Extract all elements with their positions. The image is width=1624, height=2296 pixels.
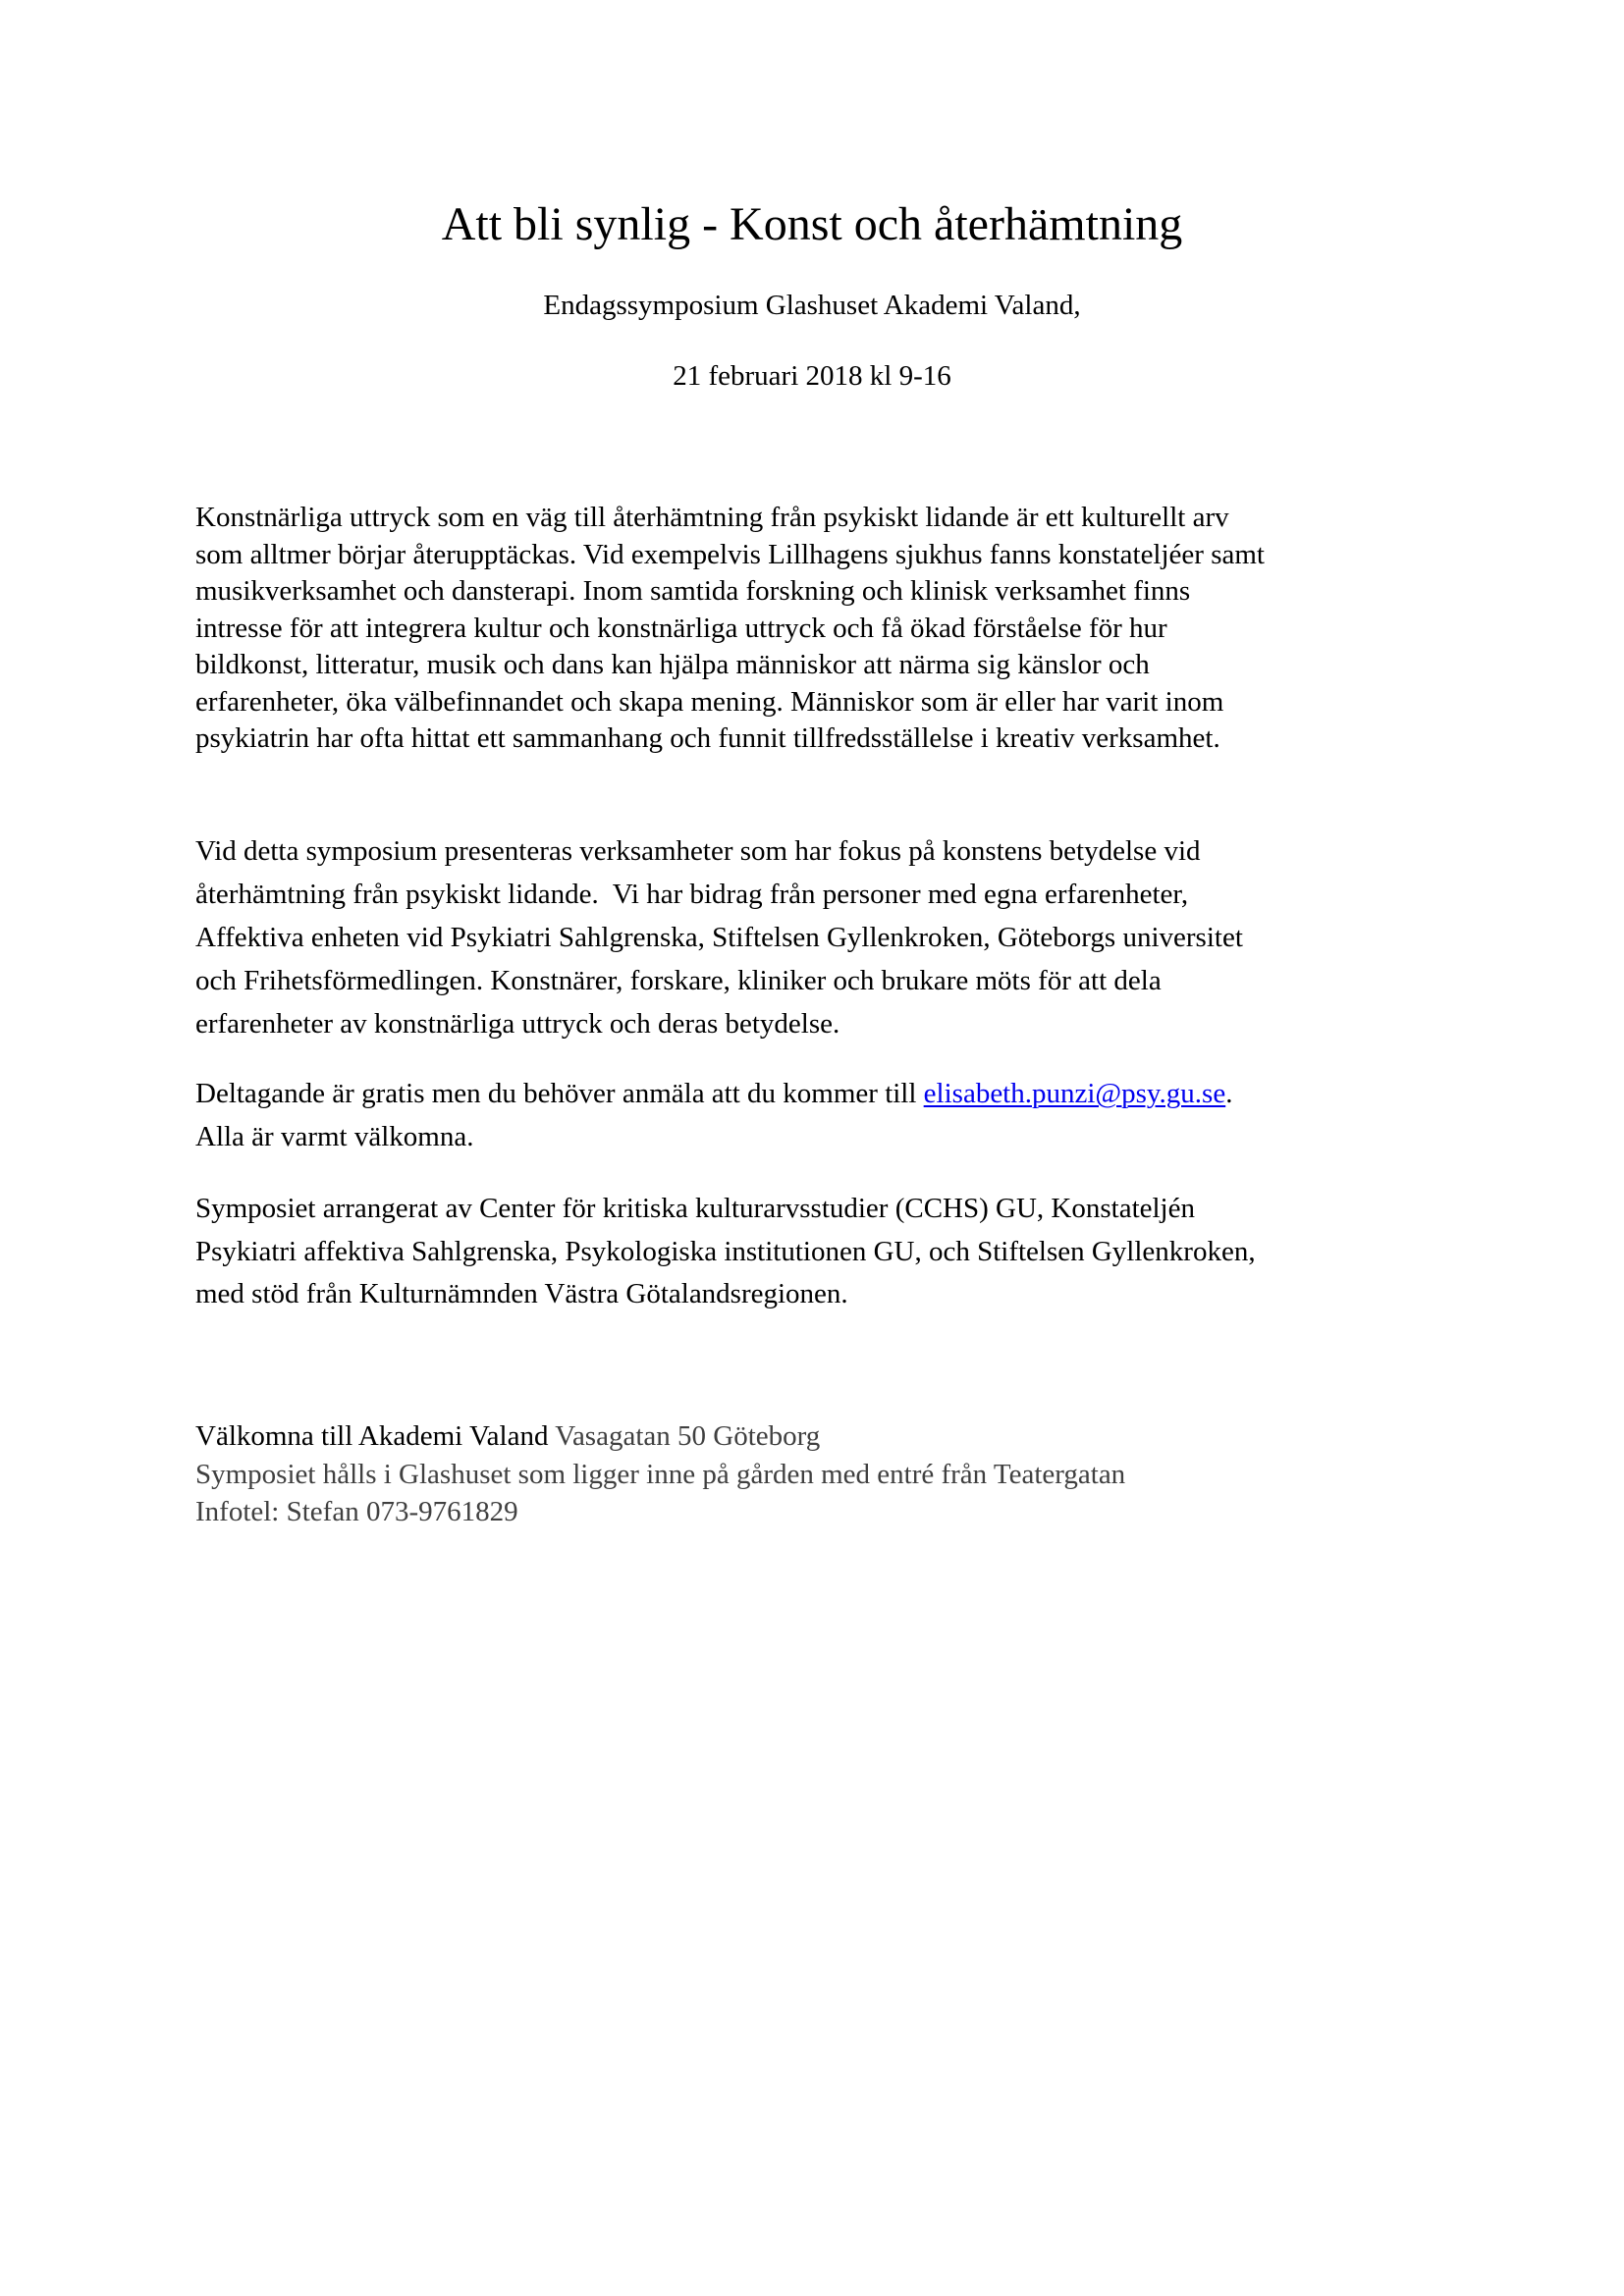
paragraph-line: Vid detta symposium presenteras verksamheter som har fokus på konstens betydelse vid bbox=[195, 835, 1201, 867]
paragraph-line: återhämtning från psykiskt lidande. Vi har bidrag från personer med egna erfarenheter, bbox=[195, 879, 1189, 910]
venue-info bbox=[195, 1417, 1472, 1531]
paragraph-line: bildkonst, litteratur, musik och dans kan hjälpa människor att närma sig känslor och bbox=[195, 649, 1150, 680]
venue-location: Symposiet hålls i Glashuset som ligger inne på gården med entré från Teatergatan bbox=[195, 1458, 1126, 1490]
paragraph-line: med stöd från Kulturnämnden Västra Götalandsregionen. bbox=[195, 1278, 848, 1309]
paragraph-line: som alltmer börjar återupptäckas. Vid exempelvis Lillhagens sjukhus fanns konstateljéer samt bbox=[195, 538, 1265, 570]
event-subtitle: Endagssymposium Glashuset Akademi Valand, bbox=[543, 290, 1081, 321]
organizers-paragraph bbox=[195, 1188, 1472, 1316]
paragraph-line: och Frihetsförmedlingen. Konstnärer, forskare, kliniker och brukare möts för att dela bbox=[195, 965, 1162, 996]
symposium-paragraph bbox=[195, 829, 1472, 1045]
paragraph-line: erfarenheter av konstnärliga uttryck och deras betydelse. bbox=[195, 1008, 840, 1040]
venue-address: Vasagatan 50 Göteborg bbox=[548, 1420, 821, 1452]
paragraph-line: intresse för att integrera kultur och konstnärliga uttryck och få ökad förståelse för hur bbox=[195, 612, 1167, 644]
paragraph-line: Konstnärliga uttryck som en väg till återhämtning från psykiskt lidande är ett kulturellt arv bbox=[195, 502, 1229, 533]
venue-line bbox=[195, 1417, 1472, 1456]
info-phone: Infotel: Stefan 073-9761829 bbox=[195, 1496, 518, 1527]
registration-period: . bbox=[1225, 1078, 1233, 1109]
paragraph-line: Symposiet arrangerat av Center för kritiska kulturarvsstudier (CCHS) GU, Konstateljén bbox=[195, 1193, 1195, 1224]
registration-line bbox=[195, 1073, 1472, 1116]
venue-welcome: Välkomna till Akademi Valand bbox=[195, 1420, 549, 1452]
document-title: Att bli synlig - Konst och återhämtning bbox=[441, 198, 1183, 250]
event-date: 21 februari 2018 kl 9-16 bbox=[673, 360, 951, 392]
paragraph-line: Affektiva enheten vid Psykiatri Sahlgrenska, Stiftelsen Gyllenkroken, Göteborgs universitet bbox=[195, 922, 1243, 953]
paragraph-line: Psykiatri affektiva Sahlgrenska, Psykologiska institutionen GU, och Stiftelsen Gyllenkroken, bbox=[195, 1235, 1256, 1267]
email-link[interactable]: elisabeth.punzi@psy.gu.se bbox=[923, 1078, 1226, 1109]
registration-text: Deltagande är gratis men du behöver anmäla att du kommer till bbox=[195, 1078, 924, 1109]
paragraph-line: erfarenheter, öka välbefinnandet och skapa mening. Människor som är eller har varit inom bbox=[195, 685, 1224, 718]
registration-paragraph bbox=[195, 1073, 1472, 1158]
paragraph-line: musikverksamhet och dansterapi. Inom samtida forskning och klinisk verksamhet finns bbox=[195, 575, 1191, 607]
intro-paragraph bbox=[195, 500, 1472, 758]
welcome-line: Alla är varmt välkomna. bbox=[195, 1120, 474, 1152]
paragraph-line: psykiatrin har ofta hittat ett sammanhang och funnit tillfredsställelse i kreativ verksamhet. bbox=[195, 722, 1220, 754]
